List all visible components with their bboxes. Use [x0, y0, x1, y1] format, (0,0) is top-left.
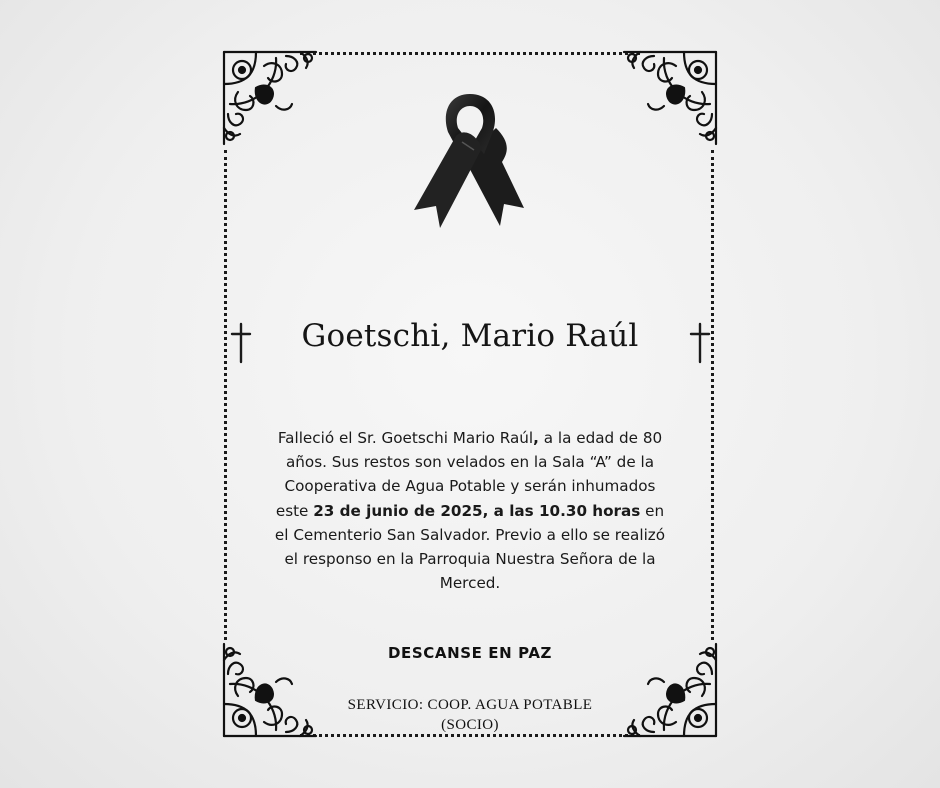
- corner-ornament-top-left: [216, 44, 326, 154]
- paragraph-segment-bold: ,: [533, 429, 539, 447]
- paragraph-segment: a la edad de 80 años. Sus restos son velados en la Sala “A” de la Cooperativa de Agua Potable y serán inhumados este: [275, 429, 663, 520]
- obituary-paragraph: [270, 426, 670, 595]
- frame-border-left: [224, 150, 227, 640]
- frame-border-right: [711, 150, 714, 640]
- paragraph-segment: Falleció el Sr. Goetschi Mario Raúl: [277, 429, 534, 447]
- mourning-ribbon-icon: [412, 88, 528, 236]
- latin-cross-icon: [688, 322, 712, 364]
- closing-rest-in-peace: DESCANSE EN PAZ: [387, 644, 553, 662]
- service-line-2: (SOCIO): [441, 717, 499, 733]
- deceased-name: Goetschi, Mario Raúl: [301, 318, 639, 354]
- corner-ornament-top-right: [614, 44, 724, 154]
- paragraph-segment-bold: 23 de junio de 2025, a las 10.30 horas: [313, 501, 641, 520]
- service-line-1: SERVICIO: COOP. AGUA POTABLE: [347, 697, 593, 713]
- paragraph-segment: en el Cementerio San Salvador. Previo a ello se realizó el responso en la Parroquia Nuestra Señora de la Merced.: [274, 501, 666, 593]
- frame-border-top: [300, 52, 640, 55]
- service-credit: [320, 695, 620, 735]
